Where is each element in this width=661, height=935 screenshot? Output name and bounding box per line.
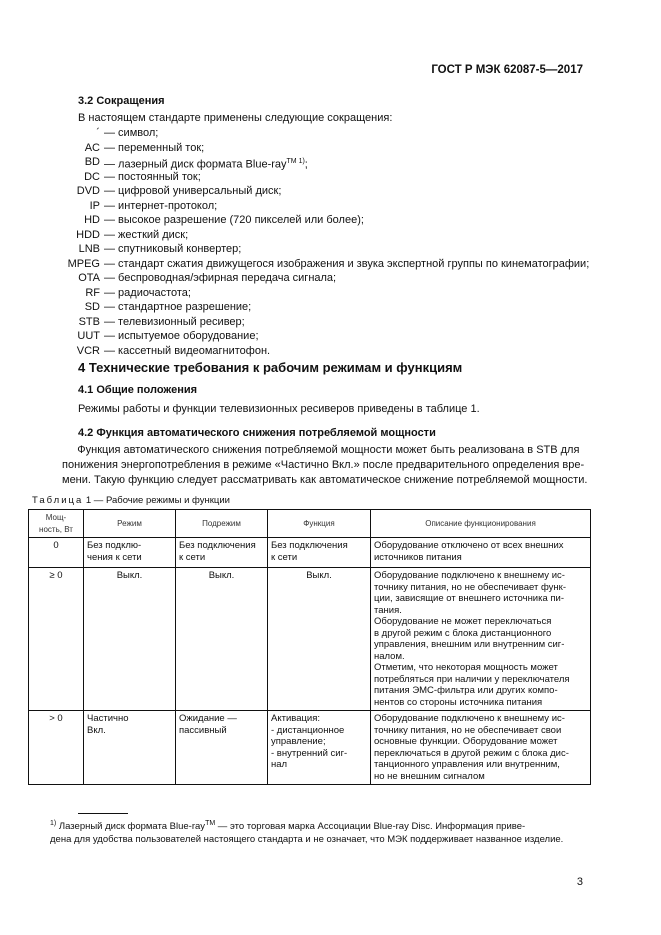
meaning-text: — интернет-протокол; <box>104 199 218 212</box>
meaning-text: — лазерный диск формата Blue-ray <box>104 158 287 171</box>
section-4-2-text: Функция автоматического снижения потребляемой мощности может быть реализована в STB для понижения энергопотребления в режиме «Частично Вкл.» после предварительного определения вре- мени. Такую функцию следует рассматривать как автоматическое снижение потребляемой мощности. <box>62 444 588 486</box>
abbreviation-item <box>40 286 589 301</box>
meaning-text: — высокое разрешение (720 пикселей или более); <box>104 214 364 226</box>
section-4-title: 4 Технические требования к рабочим режимам и функциям <box>78 360 463 375</box>
abbreviation: DVD <box>76 185 100 197</box>
abbreviation-item <box>40 315 589 330</box>
abbreviation: AC <box>84 141 100 154</box>
col-mode: Режим <box>84 510 176 538</box>
meaning-text: — кассетный видеомагнитофон. <box>104 344 271 357</box>
meaning-text: — постоянный ток; <box>104 170 201 183</box>
abbreviation: DC <box>84 170 100 183</box>
abbreviation-list <box>40 126 589 358</box>
meaning-text: — стандарт сжатия движущегося изображения и звука экспертной группы по кинематографии; <box>104 257 590 270</box>
abbreviation-meaning <box>100 286 191 301</box>
cell-function: Выкл. <box>268 568 371 711</box>
table-header-row <box>29 510 591 538</box>
meaning-text: — стандартное разрешение; <box>104 301 252 313</box>
modes-table <box>28 509 591 785</box>
section-4-2-title: 4.2 Функция автоматического снижения потребляемой мощности <box>78 427 436 439</box>
abbreviation-meaning <box>100 199 217 214</box>
abbreviation: LNB <box>78 243 100 255</box>
abbreviation-item <box>40 199 589 214</box>
section-4-1-title: 4.1 Общие положения <box>78 384 198 396</box>
abbreviation-meaning <box>100 184 281 199</box>
cell-description: Оборудование отключено от всех внешних источников питания <box>371 538 591 568</box>
cell-mode: Частично Вкл. <box>84 711 176 785</box>
table-row <box>29 568 591 711</box>
cell-description: Оборудование подключено к внешнему ис- точнику питания, но не обеспечивает функ- ции, зависящие от внешнего источника пи- тания. Оборудование не может переключаться в другой режим с блока дистанционного управления, внешним или внутренним сиг- налом. Отметим, что некоторая мощность может потребляться при наличии у переключателя питания ЭМС-фильтра или других компо- нентов со стороны источника питания <box>371 568 591 711</box>
abbreviation-item <box>40 126 589 141</box>
meaning-text: — жесткий диск; <box>104 228 189 241</box>
abbreviation-meaning <box>100 329 259 344</box>
table-caption-text: 1 — Рабочие режимы и функции <box>83 495 230 506</box>
cell-submode: Без подключения к сети <box>176 538 268 568</box>
abbreviation-item <box>40 170 589 185</box>
abbreviation-meaning <box>100 228 188 243</box>
meaning-text: — беспроводная/эфирная передача сигнала; <box>104 272 337 284</box>
abbreviation: SD <box>84 301 100 313</box>
document-header: ГОСТ Р МЭК 62087-5—2017 <box>431 64 583 76</box>
cell-submode: Выкл. <box>176 568 268 711</box>
section-3-2-intro: В настоящем стандарте применены следующие сокращения: <box>78 112 393 124</box>
footnote-text-a: Лазерный диск формата Blue-ray <box>56 821 206 833</box>
abbreviation-item <box>40 329 589 344</box>
table-row <box>29 538 591 568</box>
abbreviation-meaning <box>100 344 270 359</box>
section-3-2-title: 3.2 Сокращения <box>78 95 165 107</box>
footnote-mark: 1) <box>50 820 57 827</box>
abbreviation-item <box>40 344 589 359</box>
abbreviation: STB <box>78 315 100 328</box>
cell-mode: Выкл. <box>84 568 176 711</box>
abbreviation: UUT <box>77 330 100 342</box>
page-number: 3 <box>576 876 583 888</box>
meaning-sup: TM 1) <box>286 158 305 165</box>
abbreviation-item <box>40 257 589 272</box>
cell-power: > 0 <box>29 711 84 785</box>
abbreviation: HDD <box>76 228 100 241</box>
abbreviation-item <box>40 228 589 243</box>
abbreviation-meaning <box>100 242 241 257</box>
abbreviation: HD <box>84 214 100 226</box>
abbreviation: BD <box>84 156 100 168</box>
abbreviation: VCR <box>76 344 100 357</box>
col-function: Функция <box>268 510 371 538</box>
abbreviation-meaning <box>100 213 364 228</box>
abbreviation: OTA <box>78 272 100 284</box>
col-power: Мощ- ность, Вт <box>29 510 84 538</box>
abbreviation-item <box>40 184 589 199</box>
cell-description: Оборудование подключено к внешнему ис- точнику питания, но не обеспечивает свои основные функции. Оборудование может переключаться в другой режим с блока дис- танционного управления или внутренним, но не внешним сигналом <box>371 711 591 785</box>
abbreviation: RF <box>85 286 100 299</box>
abbreviation-meaning <box>100 170 201 185</box>
meaning-text: — цифровой универсальный диск; <box>104 185 282 197</box>
cell-submode: Ожидание — пассивный <box>176 711 268 785</box>
meaning-text: — испытуемое оборудование; <box>104 330 259 342</box>
footnote-divider <box>78 813 128 814</box>
abbreviation-meaning <box>100 141 204 156</box>
cell-function: Без подключения к сети <box>268 538 371 568</box>
table-caption <box>32 495 230 506</box>
cell-power: 0 <box>29 538 84 568</box>
cell-power: ≥ 0 <box>29 568 84 711</box>
abbreviation-item <box>40 242 589 257</box>
abbreviation-meaning <box>100 126 158 141</box>
abbreviation: MPEG <box>67 257 100 270</box>
meaning-text: — телевизионный ресивер; <box>104 315 245 328</box>
abbreviation-meaning <box>100 155 308 170</box>
col-description: Описание функционирования <box>371 510 591 538</box>
footnote <box>50 817 610 846</box>
meaning-tail: ; <box>304 158 308 171</box>
meaning-text: — символ; <box>104 127 159 139</box>
table-row <box>29 711 591 785</box>
meaning-text: — радиочастота; <box>104 286 191 299</box>
meaning-text: — спутниковый конвертер; <box>104 243 242 255</box>
abbreviation-item <box>40 300 589 315</box>
abbreviation: ´ <box>96 127 100 139</box>
footnote-tm: TM <box>205 820 216 827</box>
abbreviation-meaning <box>100 300 251 315</box>
cell-function: Активация: - дистанционное управление; - внутренний сиг- нал <box>268 711 371 785</box>
footnote-text-b: — это торговая марка Ассоциации Blue-ray Disc. Информация приве- дена для удобства пользователей настоящего стандарта и не означает, что МЭК поддерживает названное изделие. <box>50 821 564 846</box>
abbreviation-meaning <box>100 271 336 286</box>
section-4-1-text: Режимы работы и функции телевизионных ресиверов приведены в таблице 1. <box>78 403 480 415</box>
abbreviation-meaning <box>100 315 245 330</box>
abbreviation-item <box>40 213 589 228</box>
table-caption-prefix: Таблица <box>32 495 84 506</box>
abbreviation: IP <box>89 199 100 212</box>
abbreviation-meaning <box>100 257 589 272</box>
abbreviation-item <box>40 271 589 286</box>
cell-mode: Без подклю- чения к сети <box>84 538 176 568</box>
col-submode: Подрежим <box>176 510 268 538</box>
abbreviation-item <box>40 141 589 156</box>
abbreviation-item <box>40 155 589 170</box>
meaning-text: — переменный ток; <box>104 141 205 154</box>
